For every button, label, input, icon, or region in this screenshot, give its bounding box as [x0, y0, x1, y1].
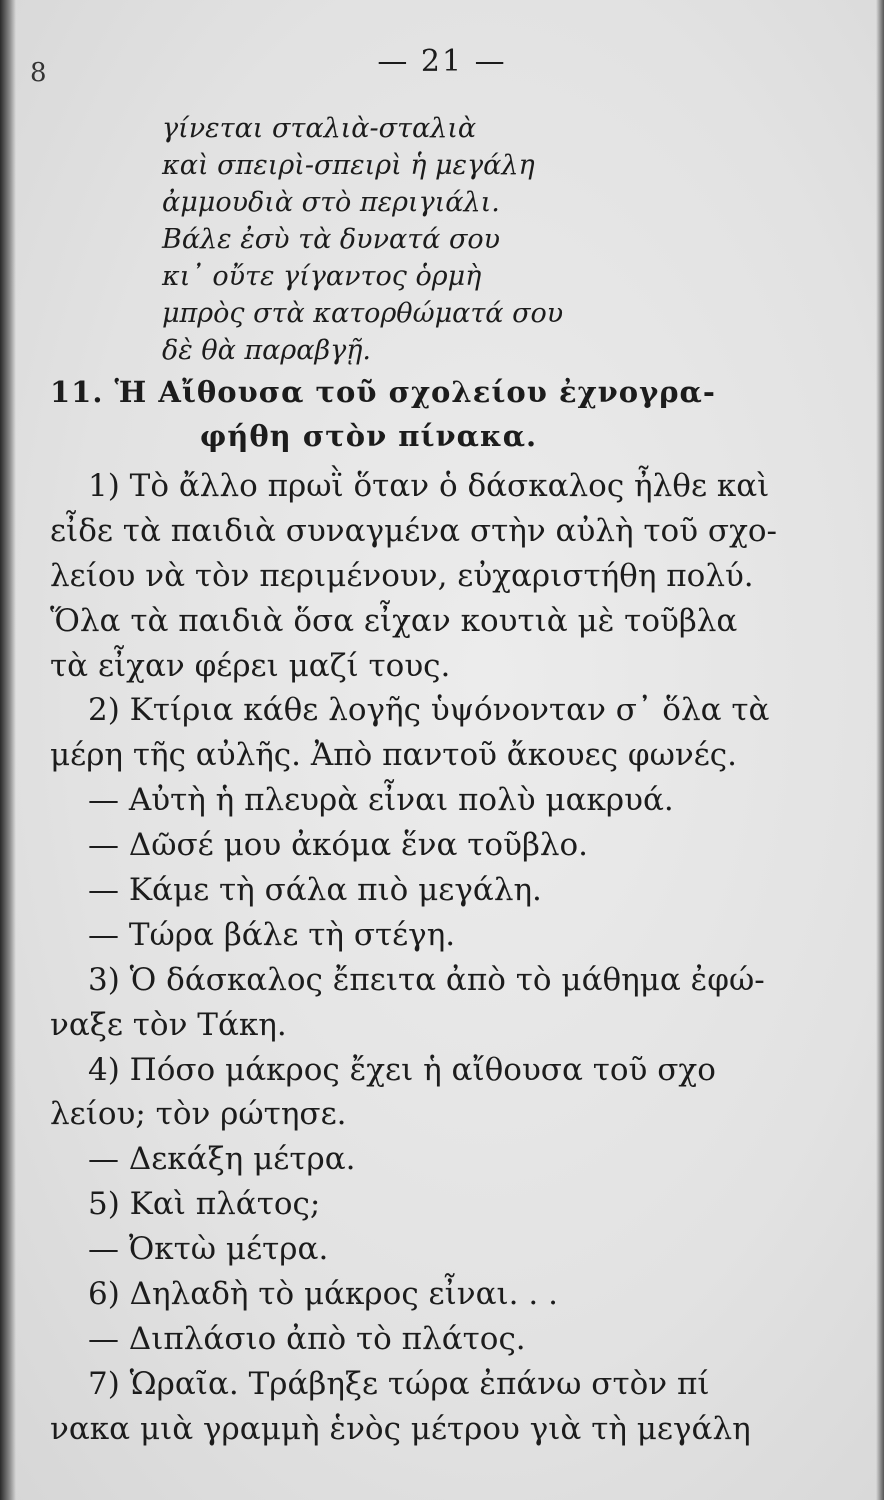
corner-mark: 8	[30, 58, 47, 88]
text-line: τὰ εἶχαν φέρει μαζί τους.	[50, 647, 451, 684]
page-binding-shadow	[0, 0, 16, 1500]
section-heading	[50, 370, 830, 458]
poem-line: Βάλε ἐσὺ τὰ δυνατά σου	[162, 224, 501, 255]
poem-line: ἀμμουδιὰ στὸ περιγιάλι.	[162, 187, 500, 218]
text-line: εἶδε τὰ παιδιὰ συναγμένα στὴν αὐλὴ τοῦ σχο-	[50, 512, 777, 549]
text-line: λείου; τὸν ρώτησε.	[50, 1096, 347, 1133]
text-line: μέρη τῆς αὐλῆς. Ἀπὸ παντοῦ ἄκουες φωνές.	[50, 737, 738, 774]
poem-line: δὲ θὰ παραβγῇ.	[162, 335, 371, 366]
dialogue-line: — Αὐτὴ ἡ πλευρὰ εἶναι πολὺ μακρυά.	[88, 782, 674, 819]
heading-line-2: φήθη στὸν πίνακα.	[200, 419, 538, 453]
text-line: 1) Τὸ ἄλλο πρωῒ ὅταν ὁ δάσκαλος ἦλθε καὶ	[88, 468, 770, 504]
text-line: 5) Καὶ πλάτος;	[88, 1186, 321, 1223]
poem-line: μπρὸς στὰ κατορθώματά σου	[162, 298, 564, 329]
dialogue-line: — Ὀκτὼ μέτρα.	[88, 1231, 329, 1268]
poem-line: καὶ σπειρὶ-σπειρὶ ἡ μεγάλη	[162, 150, 535, 181]
text-line: ναξε τὸν Τάκη.	[50, 1006, 287, 1043]
poem-stanza	[162, 110, 722, 369]
text-line: 6) Δηλαδὴ τὸ μάκρος εἶναι. . .	[88, 1276, 558, 1313]
page-number: — 21 —	[377, 44, 507, 79]
text-line: 4) Πόσο μάκρος ἔχει ἡ αἴθουσα τοῦ σχο	[88, 1051, 716, 1088]
text-line: 7) Ὡραῖα. Τράβηξε τώρα ἐπάνω στὸν πί	[88, 1365, 710, 1402]
page-edge-shadow	[876, 0, 884, 1500]
dialogue-line: — Δῶσέ μου ἀκόμα ἕνα τοῦβλο.	[88, 827, 589, 864]
poem-line: κι᾿ οὔτε γίγαντος ὁρμὴ	[162, 261, 482, 292]
dialogue-line: — Δεκάξη μέτρα.	[88, 1141, 356, 1178]
body-text	[50, 464, 850, 1452]
dialogue-line: — Τώρα βάλε τὴ στέγη.	[88, 916, 456, 953]
text-line: Ὅλα τὰ παιδιὰ ὅσα εἶχαν κουτιὰ μὲ τοῦβλα	[50, 602, 738, 639]
dialogue-line: — Διπλάσιο ἀπὸ τὸ πλάτος.	[88, 1320, 526, 1357]
dialogue-line: — Κάμε τὴ σάλα πιὸ μεγάλη.	[88, 872, 542, 909]
heading-line-1: 11. Ἡ Αἴθουσα τοῦ σχολείου ἐχνογρα-	[50, 375, 716, 409]
text-line: λείου νὰ τὸν περιμένουν, εὐχαριστήθη πολύ.	[50, 557, 754, 594]
text-line: 2) Κτίρια κάθε λογῆς ὑψόνονταν σ᾿ ὅλα τὰ	[88, 692, 770, 729]
text-line: νακα μιὰ γραμμὴ ἑνὸς μέτρου γιὰ τὴ μεγάλη	[50, 1410, 751, 1447]
text-line: 3) Ὁ δάσκαλος ἔπειτα ἀπὸ τὸ μάθημα ἐφώ-	[88, 961, 765, 998]
poem-line: γίνεται σταλιὰ-σταλιὰ	[162, 113, 477, 144]
